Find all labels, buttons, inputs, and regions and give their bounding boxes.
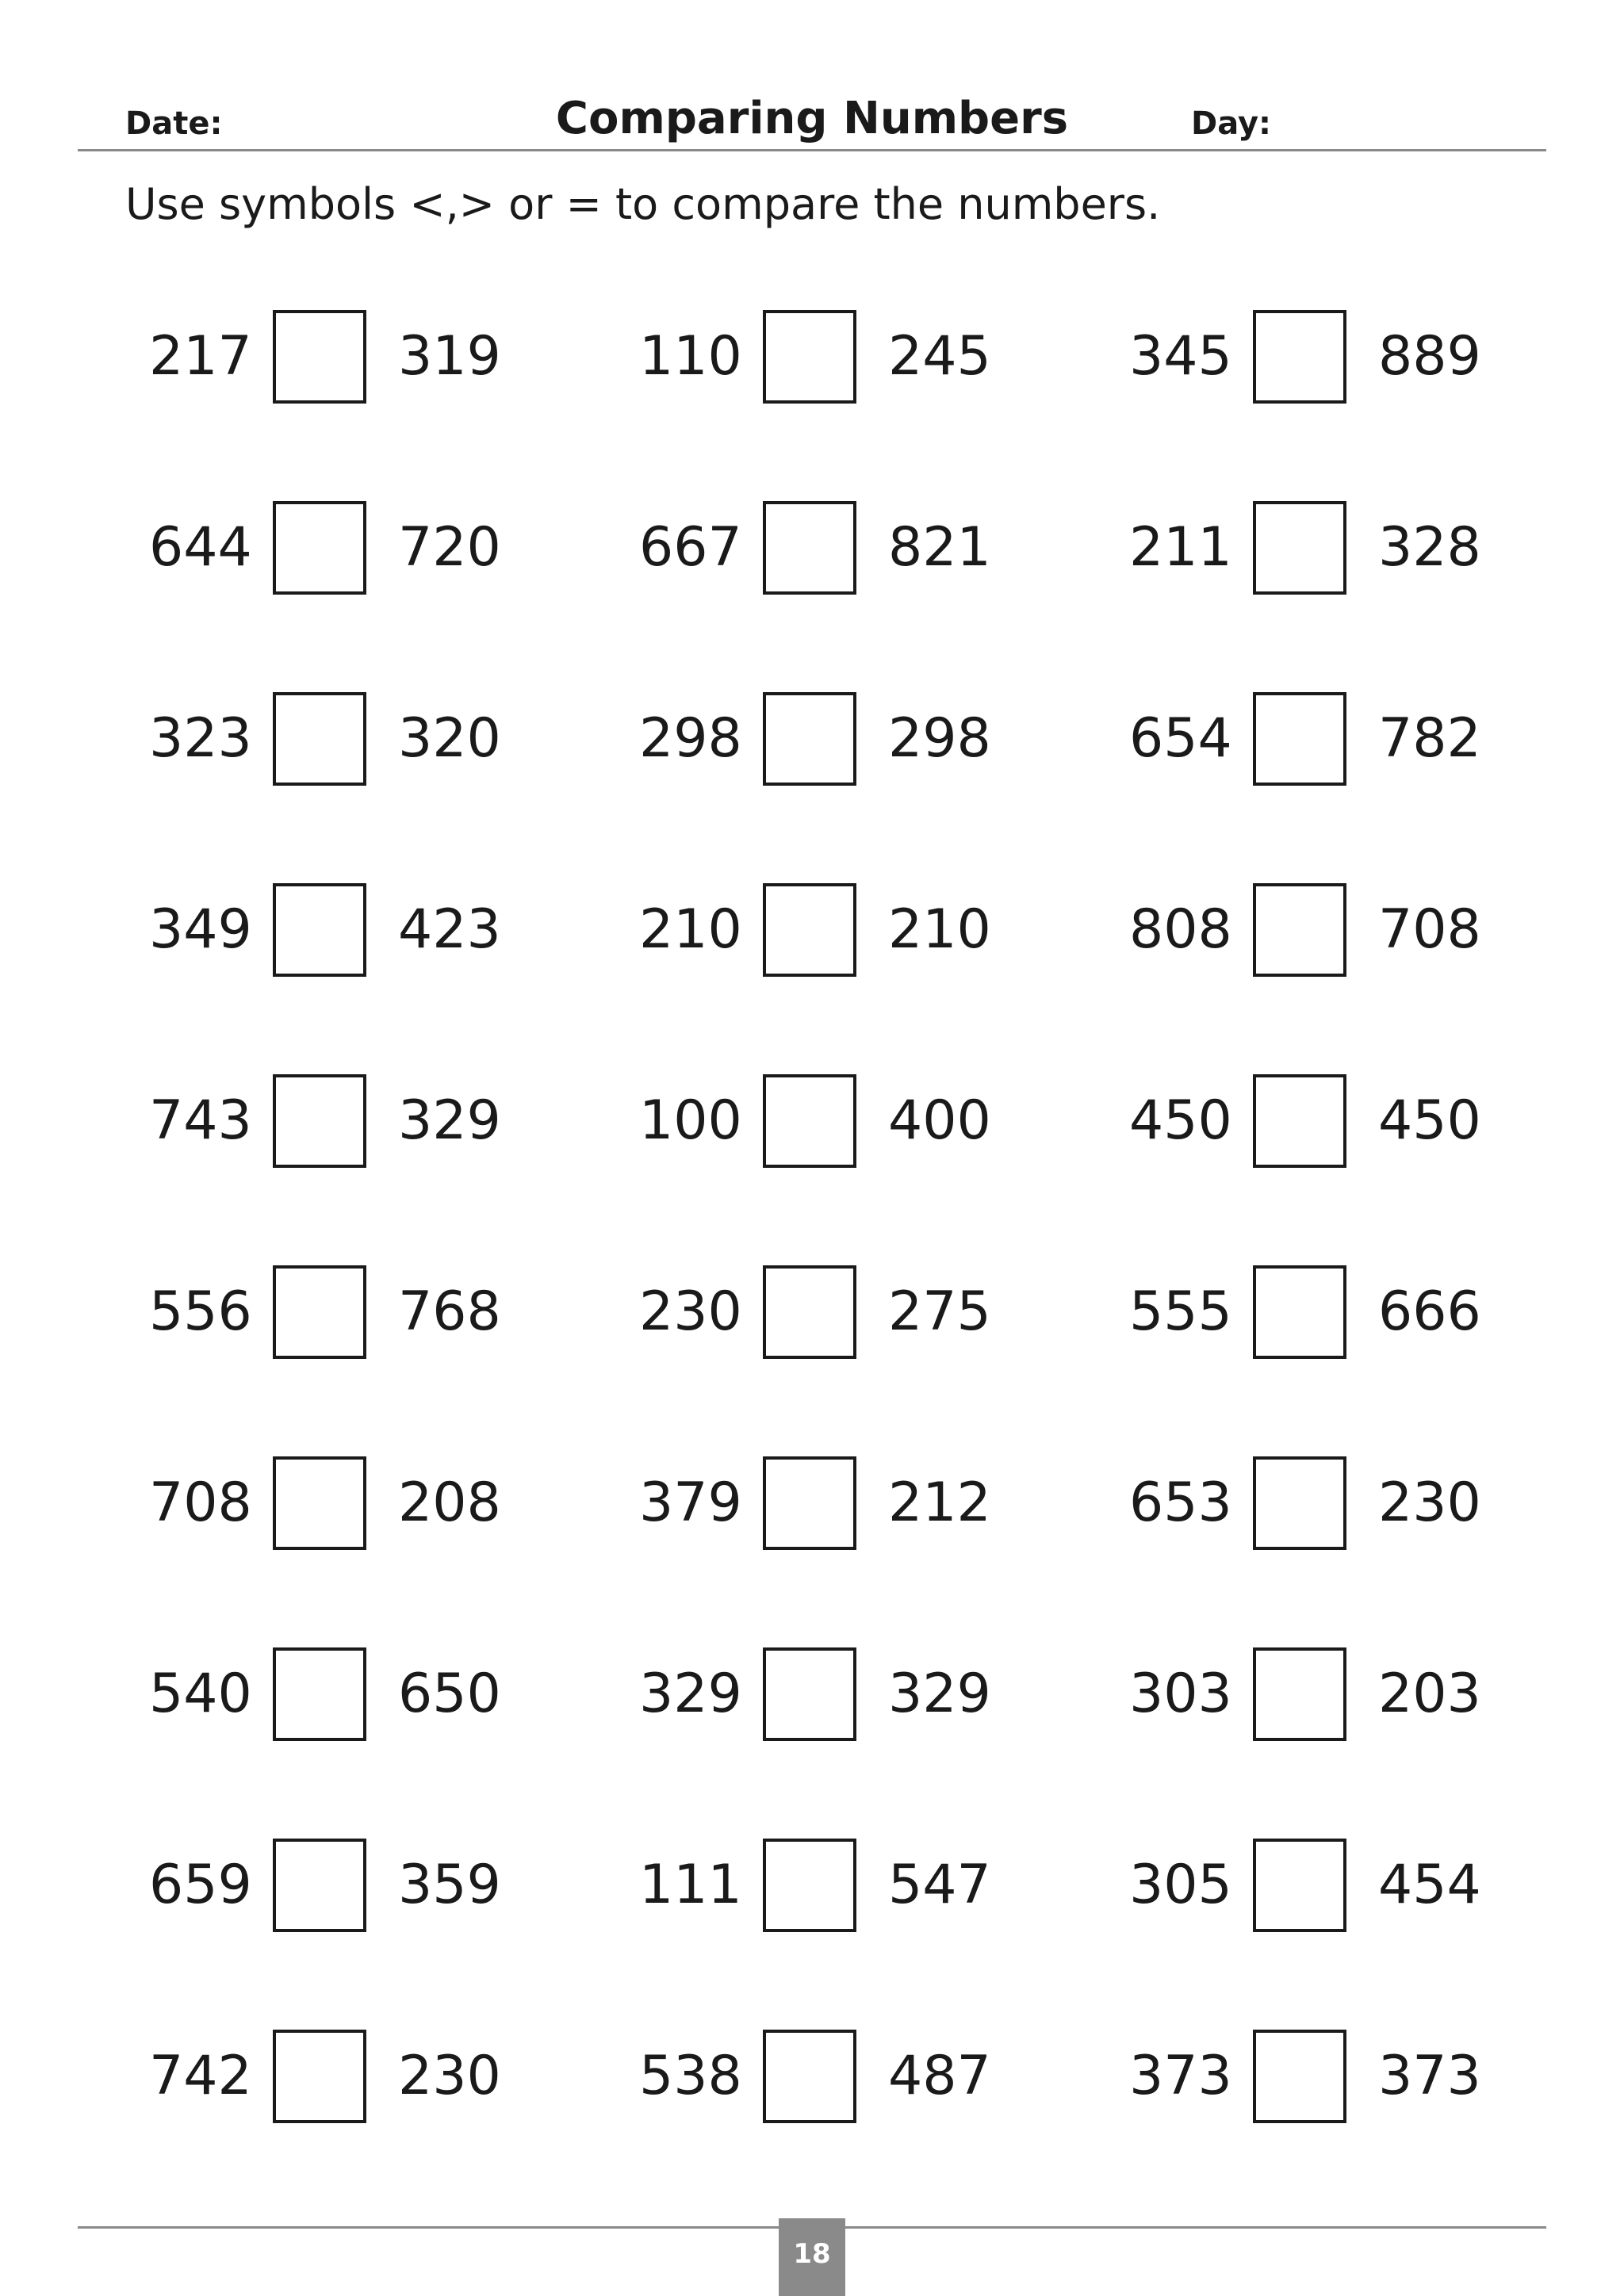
- left-number: 708: [149, 1471, 252, 1534]
- instructions-text: Use symbols <,> or = to compare the numbers.: [125, 179, 1161, 229]
- answer-box[interactable]: [1253, 310, 1346, 404]
- right-number: 329: [888, 1663, 991, 1725]
- answer-box[interactable]: [273, 2030, 366, 2123]
- answer-box[interactable]: [1253, 1265, 1346, 1359]
- right-number: 708: [1378, 898, 1481, 961]
- answer-box[interactable]: [763, 1647, 856, 1741]
- answer-box[interactable]: [273, 501, 366, 595]
- left-number: 555: [1129, 1280, 1232, 1343]
- answer-box[interactable]: [763, 1839, 856, 1932]
- left-number: 303: [1129, 1663, 1232, 1725]
- answer-box[interactable]: [763, 883, 856, 977]
- answer-box[interactable]: [1253, 1456, 1346, 1550]
- left-number: 305: [1129, 1854, 1232, 1916]
- worksheet-title: Comparing Numbers: [555, 93, 1069, 144]
- right-number: 889: [1378, 325, 1481, 388]
- right-number: 768: [398, 1280, 501, 1343]
- left-number: 100: [639, 1089, 742, 1152]
- right-number: 319: [398, 325, 501, 388]
- day-label: Day:: [1191, 105, 1272, 142]
- answer-box[interactable]: [273, 692, 366, 786]
- left-number: 217: [149, 325, 252, 388]
- answer-box[interactable]: [273, 1839, 366, 1932]
- left-number: 210: [639, 898, 742, 961]
- left-number: 742: [149, 2045, 252, 2107]
- page-number: 18: [793, 2238, 831, 2270]
- right-number: 400: [888, 1089, 991, 1152]
- answer-box[interactable]: [1253, 1647, 1346, 1741]
- answer-box[interactable]: [763, 2030, 856, 2123]
- left-number: 450: [1129, 1089, 1232, 1152]
- left-number: 659: [149, 1854, 252, 1916]
- answer-box[interactable]: [763, 1265, 856, 1359]
- right-number: 487: [888, 2045, 991, 2107]
- answer-box[interactable]: [763, 501, 856, 595]
- answer-box[interactable]: [1253, 501, 1346, 595]
- right-number: 359: [398, 1854, 501, 1916]
- left-number: 654: [1129, 707, 1232, 770]
- left-number: 111: [639, 1854, 742, 1916]
- answer-box[interactable]: [273, 1265, 366, 1359]
- answer-box[interactable]: [1253, 2030, 1346, 2123]
- right-number: 454: [1378, 1854, 1481, 1916]
- left-number: 345: [1129, 325, 1232, 388]
- left-number: 379: [639, 1471, 742, 1534]
- left-number: 323: [149, 707, 252, 770]
- left-number: 667: [639, 516, 742, 579]
- right-number: 275: [888, 1280, 991, 1343]
- right-number: 210: [888, 898, 991, 961]
- right-number: 320: [398, 707, 501, 770]
- left-number: 349: [149, 898, 252, 961]
- left-number: 538: [639, 2045, 742, 2107]
- answer-box[interactable]: [1253, 1839, 1346, 1932]
- left-number: 298: [639, 707, 742, 770]
- right-number: 373: [1378, 2045, 1481, 2107]
- right-number: 821: [888, 516, 991, 579]
- answer-box[interactable]: [273, 310, 366, 404]
- right-number: 298: [888, 707, 991, 770]
- right-number: 782: [1378, 707, 1481, 770]
- answer-box[interactable]: [763, 1456, 856, 1550]
- left-number: 230: [639, 1280, 742, 1343]
- answer-box[interactable]: [763, 692, 856, 786]
- right-number: 212: [888, 1471, 991, 1534]
- right-number: 547: [888, 1854, 991, 1916]
- left-number: 644: [149, 516, 252, 579]
- answer-box[interactable]: [1253, 692, 1346, 786]
- answer-box[interactable]: [1253, 883, 1346, 977]
- left-number: 556: [149, 1280, 252, 1343]
- right-number: 450: [1378, 1089, 1481, 1152]
- right-number: 203: [1378, 1663, 1481, 1725]
- answer-box[interactable]: [1253, 1074, 1346, 1168]
- right-number: 329: [398, 1089, 501, 1152]
- answer-box[interactable]: [273, 1456, 366, 1550]
- right-number: 230: [1378, 1471, 1481, 1534]
- right-number: 208: [398, 1471, 501, 1534]
- answer-box[interactable]: [273, 1647, 366, 1741]
- right-number: 650: [398, 1663, 501, 1725]
- answer-box[interactable]: [273, 883, 366, 977]
- left-number: 808: [1129, 898, 1232, 961]
- answer-box[interactable]: [273, 1074, 366, 1168]
- right-number: 423: [398, 898, 501, 961]
- right-number: 230: [398, 2045, 501, 2107]
- left-number: 110: [639, 325, 742, 388]
- left-number: 540: [149, 1663, 252, 1725]
- left-number: 743: [149, 1089, 252, 1152]
- answer-box[interactable]: [763, 310, 856, 404]
- answer-box[interactable]: [763, 1074, 856, 1168]
- date-label: Date:: [125, 105, 223, 142]
- right-number: 666: [1378, 1280, 1481, 1343]
- left-number: 373: [1129, 2045, 1232, 2107]
- right-number: 720: [398, 516, 501, 579]
- left-number: 653: [1129, 1471, 1232, 1534]
- right-number: 328: [1378, 516, 1481, 579]
- left-number: 211: [1129, 516, 1232, 579]
- right-number: 245: [888, 325, 991, 388]
- left-number: 329: [639, 1663, 742, 1725]
- page-number-tab: [779, 2218, 845, 2296]
